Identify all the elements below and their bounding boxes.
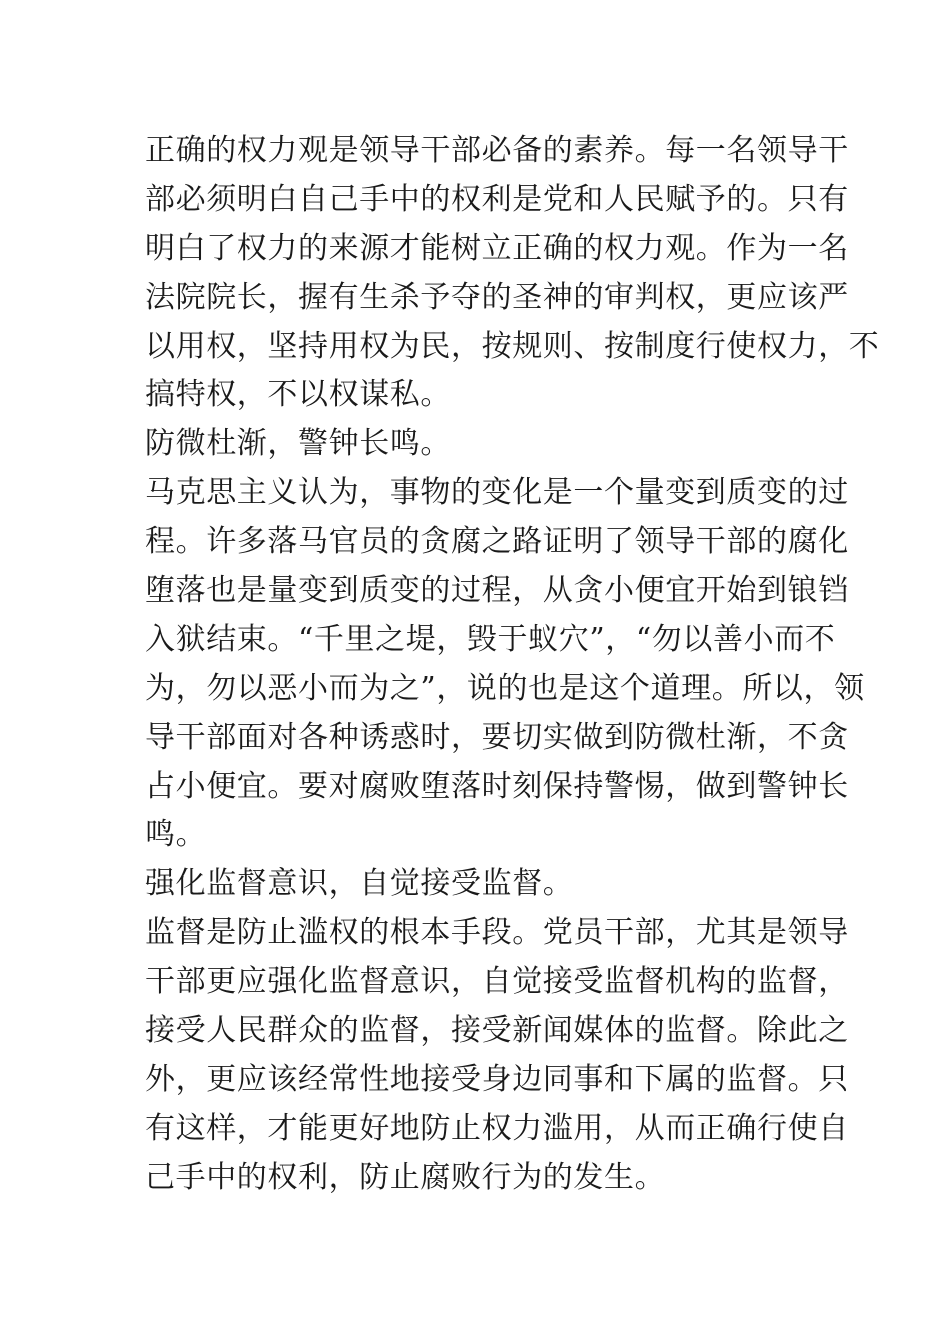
text-line: 己手中的权利，防止腐败行为的发生。 xyxy=(145,1159,666,1195)
text-line: 部必须明白自己手中的权利是党和人民赋予的。只有 xyxy=(145,181,849,217)
text-line: 有这样，才能更好地防止权力滥用，从而正确行使自 xyxy=(145,1110,849,1146)
text-line: 接受人民群众的监督，接受新闻媒体的监督。除此之 xyxy=(145,1013,849,1049)
text-line: 干部更应强化监督意识，自觉接受监督机构的监督， xyxy=(145,964,849,1000)
section-heading: 防微杜渐，警钟长鸣。 xyxy=(145,426,451,462)
text-line: 监督是防止滥权的根本手段。党员干部，尤其是领导 xyxy=(145,915,849,951)
document-body xyxy=(145,127,880,1203)
text-line: 程。许多落马官员的贪腐之路证明了领导干部的腐化 xyxy=(145,524,849,560)
section-heading: 强化监督意识，自觉接受监督。 xyxy=(145,866,574,902)
text-line: 马克思主义认为，事物的变化是一个量变到质变的过 xyxy=(145,475,849,511)
text-line: 以用权，坚持用权为民，按规则、按制度行使权力，不 xyxy=(145,328,880,364)
text-line: 法院院长，握有生杀予夺的圣神的审判权，更应该严 xyxy=(145,279,849,315)
text-line: 堕落也是量变到质变的过程，从贪小便宜开始到锒铛 xyxy=(145,573,849,609)
text-line: 鸣。 xyxy=(145,817,207,853)
text-line: 外，更应该经常性地接受身边同事和下属的监督。只 xyxy=(145,1061,849,1097)
text-line: 搞特权，不以权谋私。 xyxy=(145,377,451,413)
text-line: 为，勿以恶小而为之”，说的也是这个道理。所以，领 xyxy=(145,670,865,706)
text-line: 入狱结束。“千里之堤，毁于蚁穴”，“勿以善小而不 xyxy=(145,621,836,657)
text-line: 正确的权力观是领导干部必备的素养。每一名领导干 xyxy=(145,133,849,168)
text-line: 占小便宜。要对腐败堕落时刻保持警惕，做到警钟长 xyxy=(145,768,849,804)
text-line: 明白了权力的来源才能树立正确的权力观。作为一名 xyxy=(145,230,849,266)
text-line: 导干部面对各种诱惑时，要切实做到防微杜渐，不贪 xyxy=(145,719,849,755)
